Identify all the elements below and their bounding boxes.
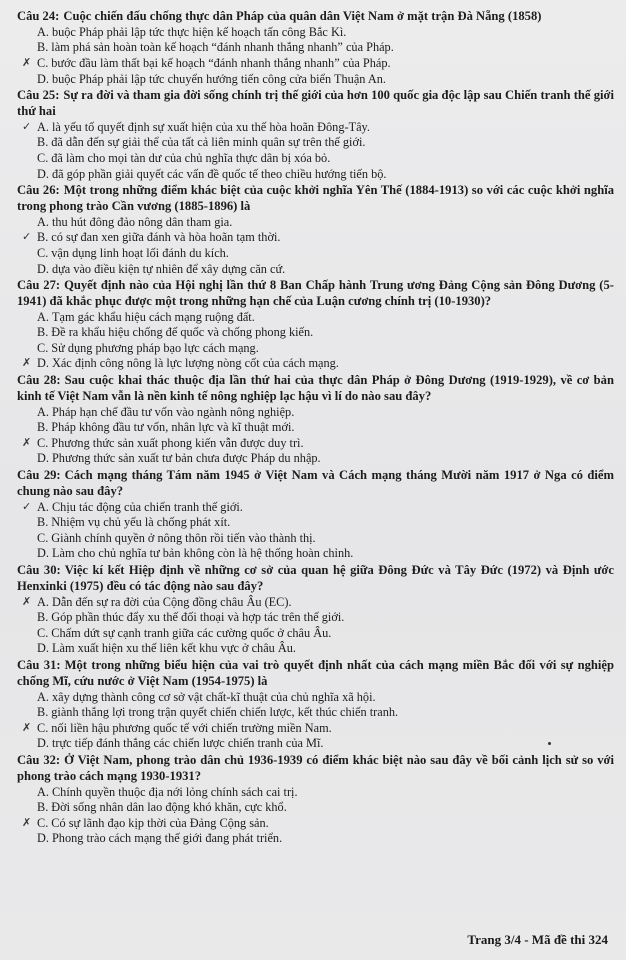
option-letter: C. xyxy=(37,340,49,355)
option-d xyxy=(17,831,614,847)
option-a xyxy=(17,405,614,421)
question-number: Câu 25: xyxy=(17,88,60,103)
option-text: Phương thức sản xuất tư bản chưa được Pháp du nhập. xyxy=(51,451,321,466)
question-stem xyxy=(17,563,614,595)
option-text: giành thắng lợi trong trận quyết chiến chiến lược, kết thúc chiến tranh. xyxy=(51,705,399,720)
option-letter: B. xyxy=(37,420,49,435)
option-letter: D. xyxy=(37,451,49,466)
question-27 xyxy=(17,278,614,372)
option-b xyxy=(17,325,614,341)
option-letter: D. xyxy=(37,356,49,371)
option-d xyxy=(17,546,614,562)
option-a xyxy=(17,595,614,611)
option-text: đã làm cho mọi tàn dư của chủ nghĩa thực dân bị xóa bỏ. xyxy=(51,150,331,165)
option-letter: B. xyxy=(37,325,49,340)
option-text: Tạm gác khẩu hiệu cách mạng ruộng đất. xyxy=(51,309,255,324)
question-26 xyxy=(17,183,614,277)
question-25 xyxy=(17,88,614,182)
option-text: làm phá sản hoàn toàn kế hoạch “đánh nhanh thắng nhanh” của Pháp. xyxy=(51,40,394,55)
question-text: Quyết định nào của Hội nghị lần thứ 8 Ban Chấp hành Trung ương Đảng Cộng sản Đông Dương (5-1941) đã khắc phục được một trong những hạn chế của Luận cương chính trị (10-1930)? xyxy=(17,278,614,308)
option-letter: D. xyxy=(37,261,49,276)
option-text: Chịu tác động của chiến tranh thế giới. xyxy=(51,499,243,514)
option-d xyxy=(17,356,614,372)
option-b xyxy=(17,135,614,151)
option-text: là yếu tố quyết định sự xuất hiện của xu thế hòa hoãn Đông-Tây. xyxy=(51,119,370,134)
pen-mark-icon: ✓ xyxy=(22,120,32,133)
question-text: Cách mạng tháng Tám năm 1945 ở Việt Nam và Cách mạng tháng Mười năm 1917 ở Nga có điểm chung nào sau đây? xyxy=(17,468,614,498)
option-text: buộc Pháp phải lập tức thực hiện kế hoạch tấn công Bắc Kì. xyxy=(51,24,347,39)
option-text: Xác định công nông là lực lượng nòng cốt của cách mạng. xyxy=(51,356,339,371)
pen-mark-icon: ✗ xyxy=(22,436,32,449)
question-stem xyxy=(17,753,614,785)
option-text: Phong trào cách mạng thế giới đang phát triển. xyxy=(51,831,283,846)
option-letter: B. xyxy=(37,610,49,625)
option-letter: A. xyxy=(37,499,49,514)
option-text: Có sự lãnh đạo kịp thời của Đảng Cộng sản. xyxy=(51,815,269,830)
option-b xyxy=(17,40,614,56)
question-number: Câu 30: xyxy=(17,563,61,578)
option-letter: C. xyxy=(37,435,49,450)
question-number: Câu 27: xyxy=(17,278,61,293)
pen-mark-icon: ✗ xyxy=(22,595,32,608)
option-list xyxy=(17,595,614,657)
option-text: Phương thức sản xuất phong kiến vẫn được duy trì. xyxy=(51,435,304,450)
question-stem xyxy=(17,468,614,500)
option-d xyxy=(17,736,614,752)
option-letter: D. xyxy=(37,831,49,846)
option-d xyxy=(17,262,614,278)
option-text: đã dẫn đến sự giải thể của tất cả liên minh quân sự trên thế giới. xyxy=(51,135,366,150)
option-c xyxy=(17,56,614,72)
option-letter: B. xyxy=(37,230,49,245)
question-stem xyxy=(17,9,614,25)
option-letter: A. xyxy=(37,689,49,704)
option-c xyxy=(17,721,614,737)
option-a xyxy=(17,215,614,231)
option-b xyxy=(17,230,614,246)
option-letter: C. xyxy=(37,720,49,735)
question-text: Sau cuộc khai thác thuộc địa lần thứ hai của thực dân Pháp ở Đông Dương (1919-1929), về cơ bản kinh tế Việt Nam vẫn là nền kinh tế nông nghiệp lạc hậu vì lí do nào sau đây? xyxy=(17,373,614,403)
option-c xyxy=(17,151,614,167)
option-letter: A. xyxy=(37,214,49,229)
question-number: Câu 32: xyxy=(17,752,61,767)
pen-mark-icon: ✗ xyxy=(22,816,32,829)
option-letter: C. xyxy=(37,245,49,260)
option-a xyxy=(17,785,614,801)
option-text: buộc Pháp phải lập tức chuyển hướng tiến công cửa biển Thuận An. xyxy=(51,71,386,86)
option-d xyxy=(17,451,614,467)
option-c xyxy=(17,531,614,547)
option-letter: C. xyxy=(37,625,49,640)
question-28 xyxy=(17,373,614,467)
option-a xyxy=(17,25,614,41)
option-b xyxy=(17,420,614,436)
option-c xyxy=(17,341,614,357)
option-text: bước đầu làm thất bại kế hoạch “đánh nhanh thắng nhanh” của Pháp. xyxy=(51,55,391,70)
question-text: Cuộc chiến đấu chống thực dân Pháp của quân dân Việt Nam ở mặt trận Đà Nẵng (1858) xyxy=(63,9,542,23)
option-b xyxy=(17,515,614,531)
question-stem xyxy=(17,373,614,405)
option-text: nối liền hậu phương quốc tế với chiến trường miền Nam. xyxy=(51,720,332,735)
option-c xyxy=(17,816,614,832)
option-c xyxy=(17,626,614,642)
question-text: Ở Việt Nam, phong trào dân chủ 1936-1939 có điểm khác biệt nào sau đây về bối cảnh lịch sử so với phong trào cách mạng 1930-1931? xyxy=(17,752,614,783)
option-b xyxy=(17,800,614,816)
question-stem xyxy=(17,183,614,215)
option-letter: C. xyxy=(37,815,49,830)
option-letter: D. xyxy=(37,166,49,181)
option-text: có sự đan xen giữa đánh và hòa hoãn tạm thời. xyxy=(51,230,281,245)
option-list xyxy=(17,500,614,562)
option-text: Pháp hạn chế đầu tư vốn vào ngành nông nghiệp. xyxy=(51,404,295,419)
option-letter: A. xyxy=(37,119,49,134)
option-text: Pháp không đầu tư vốn, nhân lực và kĩ thuật mới. xyxy=(51,420,295,435)
option-text: Dẫn đến sự ra đời của Cộng đồng châu Âu (EC). xyxy=(51,594,292,609)
option-d xyxy=(17,641,614,657)
option-letter: A. xyxy=(37,24,49,39)
option-d xyxy=(17,72,614,88)
option-list xyxy=(17,25,614,87)
pen-mark-icon: ✓ xyxy=(22,500,32,513)
question-32 xyxy=(17,753,614,847)
question-stem xyxy=(17,88,614,120)
question-stem xyxy=(17,658,614,690)
question-number: Câu 29: xyxy=(17,468,61,483)
option-text: Sử dụng phương pháp bạo lực cách mạng. xyxy=(51,340,259,355)
option-text: dựa vào điều kiện tự nhiên để xây dựng căn cứ. xyxy=(51,261,286,276)
option-list xyxy=(17,310,614,372)
question-29 xyxy=(17,468,614,562)
option-list xyxy=(17,215,614,277)
option-letter: B. xyxy=(37,515,49,530)
pen-mark-icon: ✗ xyxy=(22,56,32,69)
option-b xyxy=(17,705,614,721)
option-text: Chính quyền thuộc địa nới lỏng chính sách cai trị. xyxy=(51,784,298,799)
question-number: Câu 28: xyxy=(17,373,61,388)
option-letter: A. xyxy=(37,784,49,799)
option-c xyxy=(17,246,614,262)
option-text: Đề ra khẩu hiệu chống đế quốc và chống phong kiến. xyxy=(51,325,314,340)
question-24 xyxy=(17,9,614,87)
option-letter: B. xyxy=(37,135,49,150)
option-b xyxy=(17,610,614,626)
option-letter: C. xyxy=(37,150,49,165)
option-letter: D. xyxy=(37,736,49,751)
option-text: đã góp phần giải quyết các vấn đề quốc tế theo chiều hướng tiến bộ. xyxy=(51,166,387,181)
option-text: Góp phần thúc đẩy xu thế đối thoại và hợp tác trên thế giới. xyxy=(51,610,345,625)
option-a xyxy=(17,500,614,516)
option-letter: D. xyxy=(37,71,49,86)
option-text: Nhiệm vụ chủ yếu là chống phát xít. xyxy=(51,515,231,530)
option-letter: A. xyxy=(37,594,49,609)
option-list xyxy=(17,120,614,182)
option-text: Làm xuất hiện xu thế liên kết khu vực ở châu Âu. xyxy=(51,641,296,656)
option-a xyxy=(17,120,614,136)
option-text: Làm cho chủ nghĩa tư bản không còn là hệ thống hoàn chỉnh. xyxy=(51,546,354,561)
option-text: Giành chính quyền ở nông thôn rồi tiến vào thành thị. xyxy=(51,530,316,545)
option-text: trực tiếp đánh thắng các chiến lược chiến tranh của Mĩ. xyxy=(51,736,324,751)
pen-mark-icon: ✓ xyxy=(22,231,32,244)
ink-dot xyxy=(548,742,551,745)
question-number: Câu 26: xyxy=(17,183,60,198)
option-letter: B. xyxy=(37,705,49,720)
question-text: Một trong những điểm khác biệt của cuộc khởi nghĩa Yên Thế (1884-1913) so với các cuộc khởi nghĩa trong phong trào Cần vương (1885-1896) là xyxy=(17,183,614,213)
option-c xyxy=(17,436,614,452)
pen-mark-icon: ✗ xyxy=(22,357,32,370)
question-stem xyxy=(17,278,614,310)
question-30 xyxy=(17,563,614,657)
option-letter: B. xyxy=(37,800,49,815)
option-list xyxy=(17,405,614,467)
option-text: Chấm dứt sự cạnh tranh giữa các cường quốc ở châu Âu. xyxy=(51,625,332,640)
option-a xyxy=(17,690,614,706)
option-letter: A. xyxy=(37,404,49,419)
option-letter: B. xyxy=(37,40,49,55)
question-text: Một trong những biểu hiện của vai trò quyết định nhất của cách mạng miền Bắc đối với sự nghiệp chống Mĩ, cứu nước ở Việt Nam (1954-1975) là xyxy=(17,657,614,688)
option-letter: C. xyxy=(37,530,49,545)
option-text: vận dụng linh hoạt lối đánh du kích. xyxy=(51,245,229,260)
option-d xyxy=(17,167,614,183)
option-letter: A. xyxy=(37,309,49,324)
question-number: Câu 31: xyxy=(17,657,61,672)
question-number: Câu 24: xyxy=(17,9,60,23)
option-text: xây dựng thành công cơ sở vật chất-kĩ thuật của chủ nghĩa xã hội. xyxy=(51,689,376,704)
question-text: Việc kí kết Hiệp định về những cơ sở của quan hệ giữa Đông Đức và Tây Đức (1972) và Định ước Henxinki (1975) đều có tác động nào sau đây? xyxy=(17,563,614,593)
question-text: Sự ra đời và tham gia đời sống chính trị thế giới của hơn 100 quốc gia độc lập sau Chiến tranh thế giới thứ hai xyxy=(17,88,614,118)
option-text: Đời sống nhân dân lao động khó khăn, cực khổ. xyxy=(51,800,287,815)
option-letter: D. xyxy=(37,641,49,656)
page-footer: Trang 3/4 - Mã đề thi 324 xyxy=(467,932,608,947)
option-letter: C. xyxy=(37,55,49,70)
option-list xyxy=(17,785,614,847)
option-letter: D. xyxy=(37,546,49,561)
option-text: thu hút đông đảo nông dân tham gia. xyxy=(51,214,233,229)
option-a xyxy=(17,310,614,326)
pen-mark-icon: ✗ xyxy=(22,721,32,734)
question-31 xyxy=(17,658,614,752)
option-list xyxy=(17,690,614,752)
